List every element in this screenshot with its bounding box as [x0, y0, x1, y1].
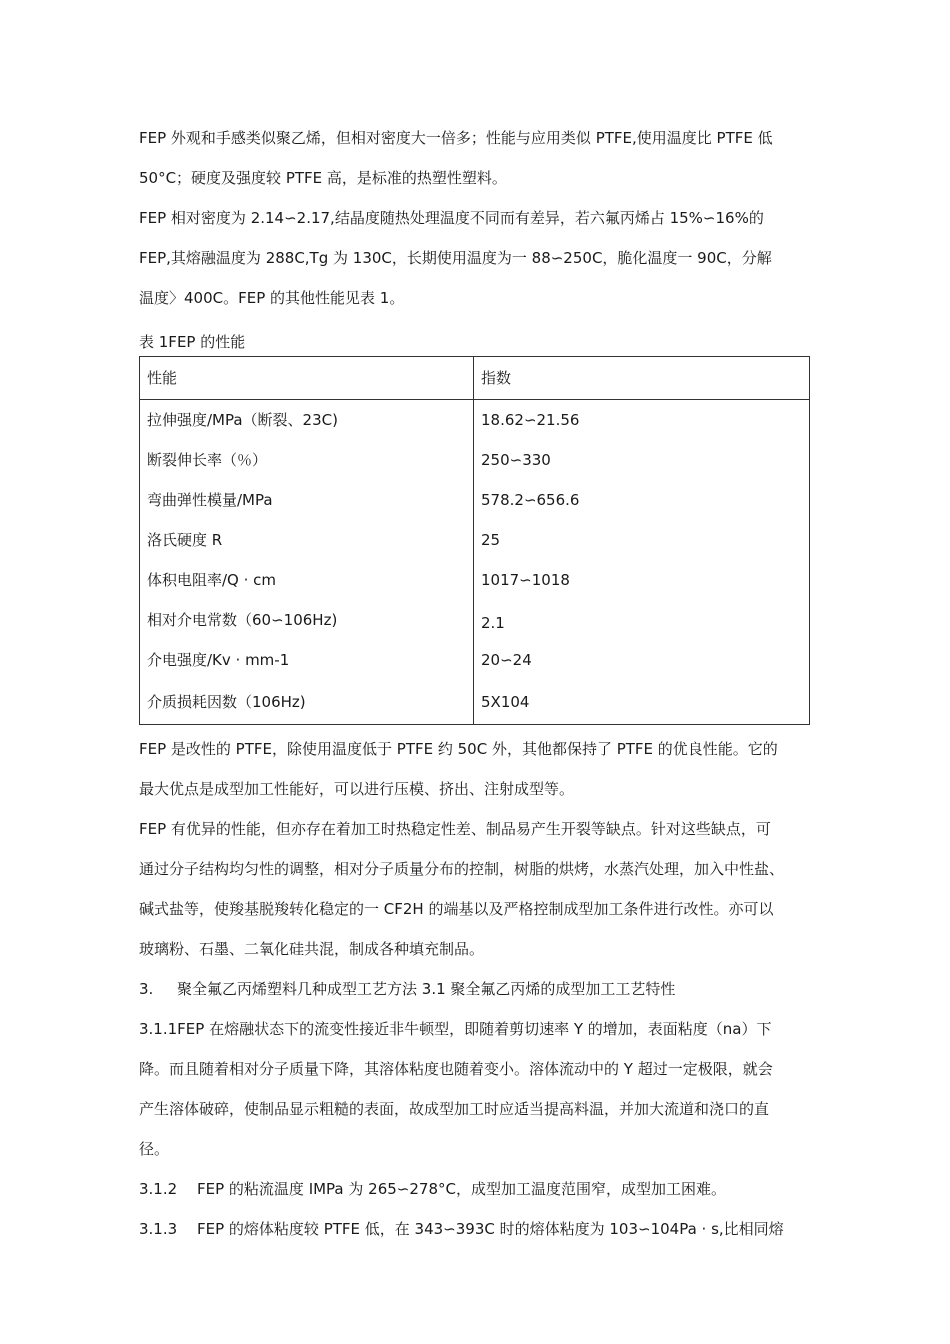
property-name: 断裂伸长率（％）: [147, 451, 268, 469]
text-line: 降。而且随着相对分子质量下降，其溶体粘度也随着变小。溶体流动中的 Y 超过一定极限，就会: [139, 1060, 773, 1078]
property-value: 25: [481, 531, 501, 549]
section-number: 3.: [139, 980, 154, 998]
section-text: FEP 的粘流温度 IMPa 为 265∽278°C，成型加工温度范围窄，成型加工困难。: [197, 1180, 726, 1198]
paragraph-3-1-2: [139, 1169, 829, 1209]
paragraph-fep-modified: [139, 729, 829, 809]
text-line: FEP 是改性的 PTFE，除使用温度低于 PTFE 约 50C 外，其他都保持了 PTFE 的优良性能。它的: [139, 740, 778, 758]
text-line: 温度〉400C。FEP 的其他性能见表 1。: [139, 289, 405, 307]
table-body-row: [140, 400, 810, 725]
text-line: 最大优点是成型加工性能好，可以进行压模、挤出、注射成型等。: [139, 780, 575, 798]
property-name: 介质损耗因数（106Hz): [147, 693, 306, 711]
property-value: 250∽330: [481, 451, 551, 469]
property-value: 5X104: [481, 693, 530, 711]
property-name: 拉伸强度/MPa（断裂、23C): [147, 411, 338, 429]
text-line: 径。: [139, 1140, 170, 1158]
text-line: FEP 外观和手感类似聚乙烯，但相对密度大一倍多；性能与应用类似 PTFE,使用温度比 PTFE 低: [139, 129, 773, 147]
value-column: [474, 400, 810, 725]
section-number: 3.1.3: [139, 1220, 178, 1238]
text-line: 玻璃粉、石墨、二氧化硅共混，制成各种填充制品。: [139, 940, 485, 958]
section-number: 3.1.2: [139, 1180, 178, 1198]
paragraph-fep-density: [139, 198, 829, 318]
text-line: 3.1.1FEP 在熔融状态下的流变性接近非牛顿型，即随着剪切速率 Y 的增加，表面粘度（na）下: [139, 1020, 772, 1038]
property-value: 1017∽1018: [481, 571, 570, 589]
property-name: 相对介电常数（60∽106Hz): [147, 611, 338, 629]
text-line: 50°C；硬度及强度较 PTFE 高，是标准的热塑性塑料。: [139, 169, 507, 187]
property-name: 介电强度/Kv · mm-1: [147, 651, 290, 669]
document-page: [139, 118, 829, 1249]
property-value: 20∽24: [481, 651, 532, 669]
paragraph-fep-appearance: [139, 118, 829, 198]
table-header-row: [140, 357, 810, 400]
text-line: FEP 有优异的性能，但亦存在着加工时热稳定性差、制品易产生开裂等缺点。针对这些缺点，可: [139, 820, 771, 838]
table-caption: 表 1FEP 的性能: [139, 333, 246, 351]
section-heading-3: [139, 969, 829, 1009]
paragraph-3-1-3: [139, 1209, 829, 1249]
property-value: 18.62∽21.56: [481, 411, 580, 429]
column-header-value: 指数: [474, 357, 810, 400]
text-line: FEP,其熔融温度为 288C,Tg 为 130C，长期使用温度为一 88∽250C，脆化温度一 90C，分解: [139, 249, 772, 267]
property-name: 弯曲弹性模量/MPa: [147, 491, 273, 509]
paragraph-3-1-1: [139, 1009, 829, 1169]
properties-table: [139, 356, 810, 725]
text-line: 碱式盐等，使羧基脱羧转化稳定的一 CF2H 的端基以及严格控制成型加工条件进行改性。亦可以: [139, 900, 774, 918]
text-line: 产生溶体破碎，使制品显示粗糙的表面，故成型加工时应适当提高料温，并加大流道和浇口的直: [139, 1100, 770, 1118]
column-header-property: 性能: [140, 357, 474, 400]
property-name: 体积电阻率/Q · cm: [147, 571, 277, 589]
paragraph-fep-defects: [139, 809, 829, 969]
text-line: FEP 相对密度为 2.14∽2.17,结晶度随热处理温度不同而有差异，若六氟丙烯占 15%∽16%的: [139, 209, 764, 227]
section-title: 聚全氟乙丙烯塑料几种成型工艺方法 3.1 聚全氟乙丙烯的成型加工工艺特性: [177, 980, 676, 998]
property-value: 578.2∽656.6: [481, 491, 580, 509]
text-line: 通过分子结构均匀性的调整，相对分子质量分布的控制，树脂的烘烤，水蒸汽处理，加入中性盐、: [139, 860, 785, 878]
section-text: FEP 的熔体粘度较 PTFE 低，在 343∽393C 时的熔体粘度为 103∽104Pa · s,比相同熔: [197, 1220, 784, 1238]
property-name: 洛氏硬度 R: [147, 531, 223, 549]
property-value: 2.1: [481, 614, 505, 632]
property-column: [140, 400, 474, 725]
